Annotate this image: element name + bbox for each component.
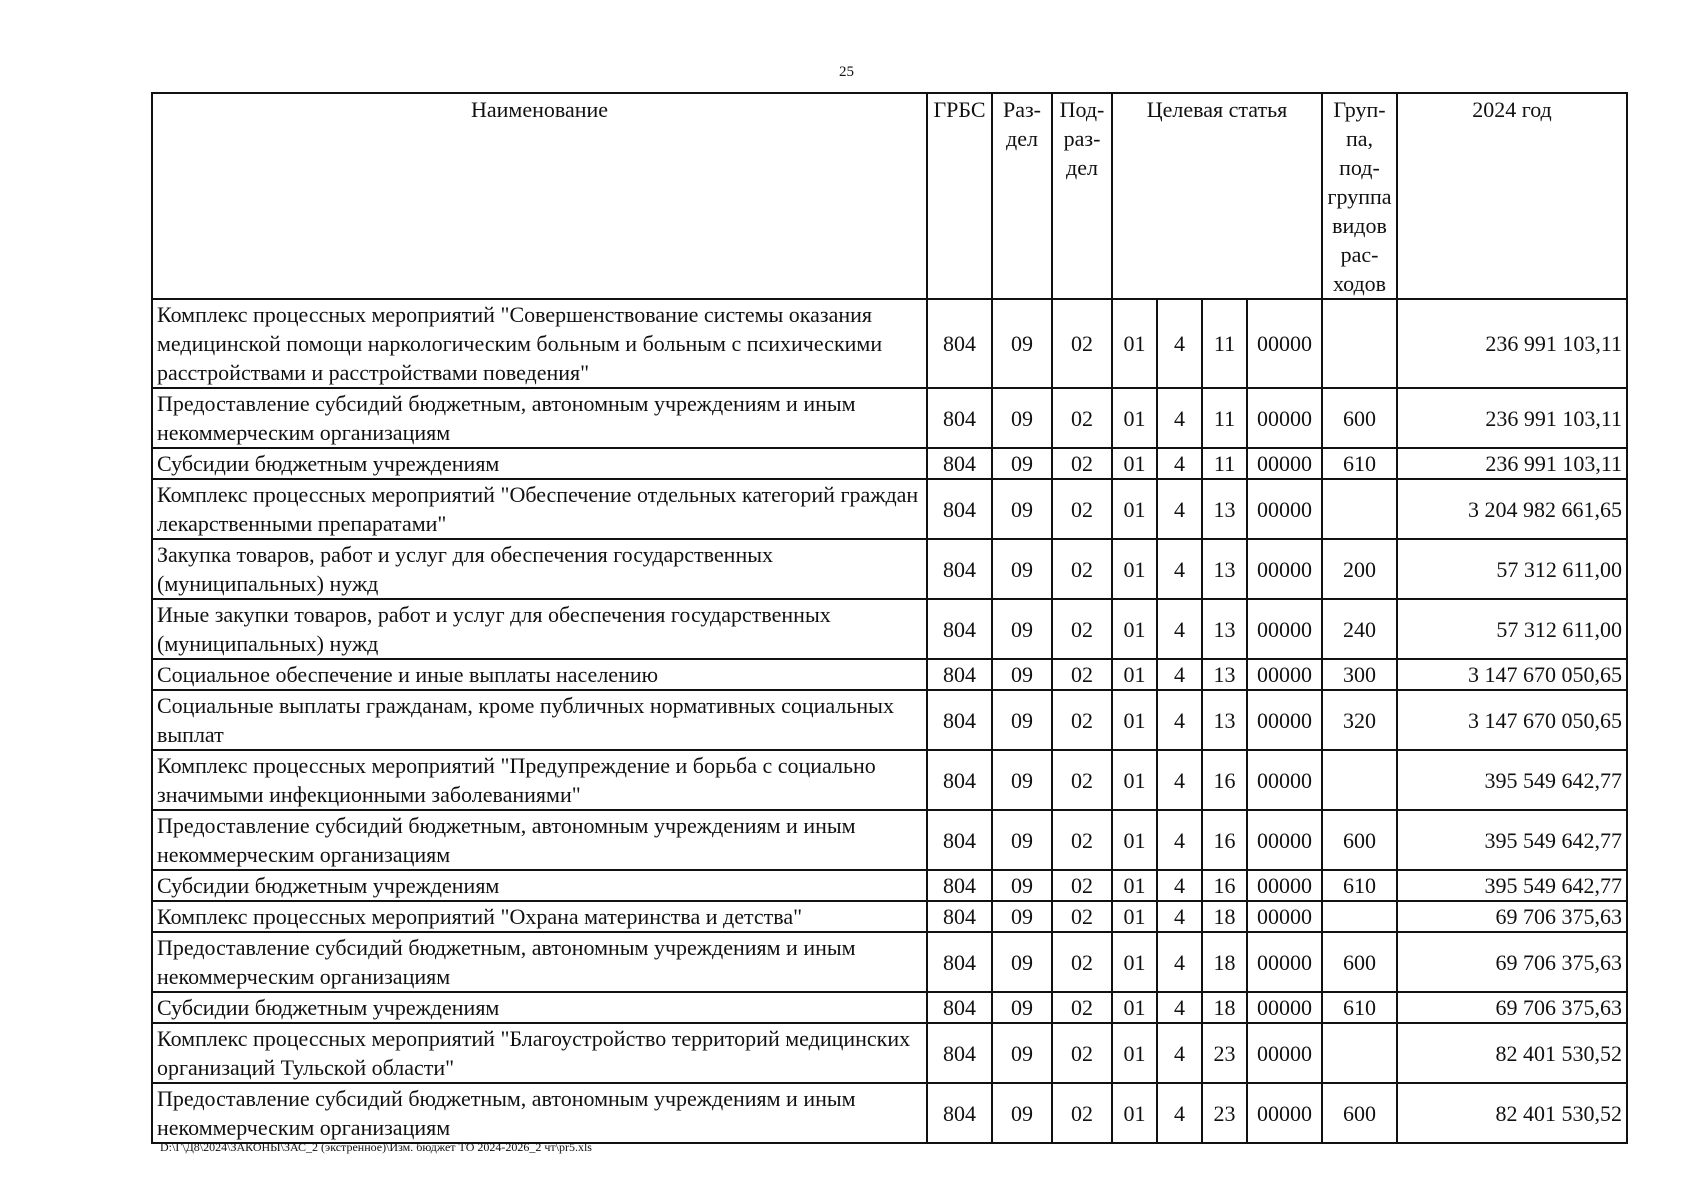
cell-target-program: 01 xyxy=(1112,299,1157,388)
cell-name: Субсидии бюджетным учреждениям xyxy=(152,870,927,901)
cell-amount-2024: 236 991 103,11 xyxy=(1397,299,1627,388)
cell-expense-group xyxy=(1322,750,1397,810)
cell-amount-2024: 57 312 611,00 xyxy=(1397,599,1627,659)
cell-grbs: 804 xyxy=(927,690,992,750)
cell-target-direction: 00000 xyxy=(1247,1083,1322,1143)
cell-subsection: 02 xyxy=(1052,992,1112,1023)
cell-amount-2024: 57 312 611,00 xyxy=(1397,539,1627,599)
cell-grbs: 804 xyxy=(927,810,992,870)
cell-name: Иные закупки товаров, работ и услуг для обеспечения государственных (муниципальных) нужд xyxy=(152,599,927,659)
cell-expense-group: 600 xyxy=(1322,810,1397,870)
table-row xyxy=(152,479,1627,539)
table-row xyxy=(152,810,1627,870)
table-row xyxy=(152,932,1627,992)
cell-target-type: 4 xyxy=(1157,448,1202,479)
cell-section: 09 xyxy=(992,901,1052,932)
cell-expense-group: 610 xyxy=(1322,870,1397,901)
cell-subsection: 02 xyxy=(1052,479,1112,539)
cell-target-complex: 11 xyxy=(1202,448,1247,479)
cell-target-type: 4 xyxy=(1157,901,1202,932)
cell-section: 09 xyxy=(992,388,1052,448)
cell-name: Предоставление субсидий бюджетным, автономным учреждениям и иным некоммерческим организациям xyxy=(152,1083,927,1143)
cell-amount-2024: 236 991 103,11 xyxy=(1397,388,1627,448)
cell-amount-2024: 3 147 670 050,65 xyxy=(1397,659,1627,690)
cell-target-program: 01 xyxy=(1112,932,1157,992)
cell-target-complex: 18 xyxy=(1202,932,1247,992)
cell-name: Субсидии бюджетным учреждениям xyxy=(152,448,927,479)
cell-target-direction: 00000 xyxy=(1247,992,1322,1023)
cell-target-program: 01 xyxy=(1112,448,1157,479)
cell-target-complex: 16 xyxy=(1202,870,1247,901)
cell-target-type: 4 xyxy=(1157,599,1202,659)
cell-target-program: 01 xyxy=(1112,690,1157,750)
cell-target-complex: 11 xyxy=(1202,299,1247,388)
table-body xyxy=(152,299,1627,1143)
cell-target-program: 01 xyxy=(1112,901,1157,932)
cell-target-type: 4 xyxy=(1157,1083,1202,1143)
cell-target-direction: 00000 xyxy=(1247,388,1322,448)
cell-target-direction: 00000 xyxy=(1247,448,1322,479)
table-row xyxy=(152,750,1627,810)
cell-subsection: 02 xyxy=(1052,539,1112,599)
cell-subsection: 02 xyxy=(1052,870,1112,901)
cell-target-program: 01 xyxy=(1112,992,1157,1023)
cell-target-type: 4 xyxy=(1157,870,1202,901)
cell-name: Субсидии бюджетным учреждениям xyxy=(152,992,927,1023)
table-row xyxy=(152,299,1627,388)
cell-amount-2024: 395 549 642,77 xyxy=(1397,870,1627,901)
cell-name: Предоставление субсидий бюджетным, автономным учреждениям и иным некоммерческим организациям xyxy=(152,810,927,870)
cell-section: 09 xyxy=(992,299,1052,388)
cell-target-program: 01 xyxy=(1112,659,1157,690)
cell-subsection: 02 xyxy=(1052,932,1112,992)
cell-target-complex: 13 xyxy=(1202,659,1247,690)
cell-expense-group: 320 xyxy=(1322,690,1397,750)
cell-target-direction: 00000 xyxy=(1247,690,1322,750)
cell-grbs: 804 xyxy=(927,479,992,539)
cell-amount-2024: 3 147 670 050,65 xyxy=(1397,690,1627,750)
cell-expense-group xyxy=(1322,1023,1397,1083)
table-row xyxy=(152,992,1627,1023)
cell-target-complex: 23 xyxy=(1202,1023,1247,1083)
cell-target-type: 4 xyxy=(1157,932,1202,992)
cell-section: 09 xyxy=(992,932,1052,992)
cell-subsection: 02 xyxy=(1052,901,1112,932)
cell-target-complex: 11 xyxy=(1202,388,1247,448)
header-group: Груп- па, под- группа видов рас- ходов xyxy=(1322,93,1397,299)
budget-table xyxy=(151,92,1628,1144)
header-target-article: Целевая статья xyxy=(1112,93,1322,299)
cell-subsection: 02 xyxy=(1052,388,1112,448)
cell-grbs: 804 xyxy=(927,750,992,810)
cell-amount-2024: 69 706 375,63 xyxy=(1397,901,1627,932)
cell-subsection: 02 xyxy=(1052,810,1112,870)
cell-target-direction: 00000 xyxy=(1247,659,1322,690)
table-row xyxy=(152,690,1627,750)
cell-grbs: 804 xyxy=(927,870,992,901)
cell-expense-group: 610 xyxy=(1322,448,1397,479)
cell-target-type: 4 xyxy=(1157,992,1202,1023)
cell-grbs: 804 xyxy=(927,992,992,1023)
table-header xyxy=(152,93,1627,299)
cell-expense-group xyxy=(1322,299,1397,388)
cell-amount-2024: 69 706 375,63 xyxy=(1397,992,1627,1023)
table-row xyxy=(152,539,1627,599)
table-row xyxy=(152,599,1627,659)
table-row xyxy=(152,448,1627,479)
table-row xyxy=(152,388,1627,448)
cell-grbs: 804 xyxy=(927,299,992,388)
table-row xyxy=(152,659,1627,690)
cell-target-complex: 16 xyxy=(1202,810,1247,870)
cell-target-program: 01 xyxy=(1112,479,1157,539)
cell-subsection: 02 xyxy=(1052,599,1112,659)
table-row xyxy=(152,901,1627,932)
cell-name: Закупка товаров, работ и услуг для обеспечения государственных (муниципальных) нужд xyxy=(152,539,927,599)
cell-subsection: 02 xyxy=(1052,659,1112,690)
cell-target-complex: 13 xyxy=(1202,539,1247,599)
cell-name: Комплекс процессных мероприятий "Предупреждение и борьба с социально значимыми инфекционными заболеваниями" xyxy=(152,750,927,810)
cell-subsection: 02 xyxy=(1052,1083,1112,1143)
cell-name: Предоставление субсидий бюджетным, автономным учреждениям и иным некоммерческим организациям xyxy=(152,388,927,448)
cell-amount-2024: 69 706 375,63 xyxy=(1397,932,1627,992)
cell-target-program: 01 xyxy=(1112,539,1157,599)
cell-expense-group xyxy=(1322,479,1397,539)
cell-amount-2024: 3 204 982 661,65 xyxy=(1397,479,1627,539)
page-number: 25 xyxy=(839,64,854,80)
cell-target-type: 4 xyxy=(1157,750,1202,810)
cell-grbs: 804 xyxy=(927,932,992,992)
cell-amount-2024: 82 401 530,52 xyxy=(1397,1083,1627,1143)
cell-name: Комплекс процессных мероприятий "Охрана материнства и детства" xyxy=(152,901,927,932)
cell-name: Комплекс процессных мероприятий "Совершенствование системы оказания медицинской помощи наркологическим больным и больным с психическими расстройствами и расстройствами поведения" xyxy=(152,299,927,388)
cell-subsection: 02 xyxy=(1052,448,1112,479)
cell-target-program: 01 xyxy=(1112,1023,1157,1083)
cell-target-direction: 00000 xyxy=(1247,750,1322,810)
cell-target-type: 4 xyxy=(1157,659,1202,690)
cell-section: 09 xyxy=(992,659,1052,690)
cell-amount-2024: 395 549 642,77 xyxy=(1397,750,1627,810)
cell-section: 09 xyxy=(992,1083,1052,1143)
cell-target-type: 4 xyxy=(1157,539,1202,599)
cell-target-type: 4 xyxy=(1157,388,1202,448)
cell-target-complex: 13 xyxy=(1202,479,1247,539)
cell-section: 09 xyxy=(992,479,1052,539)
cell-amount-2024: 236 991 103,11 xyxy=(1397,448,1627,479)
table-row xyxy=(152,1023,1627,1083)
table-row xyxy=(152,1083,1627,1143)
cell-name: Предоставление субсидий бюджетным, автономным учреждениям и иным некоммерческим организациям xyxy=(152,932,927,992)
cell-expense-group: 200 xyxy=(1322,539,1397,599)
cell-grbs: 804 xyxy=(927,1023,992,1083)
cell-grbs: 804 xyxy=(927,448,992,479)
cell-section: 09 xyxy=(992,870,1052,901)
table-row xyxy=(152,870,1627,901)
cell-subsection: 02 xyxy=(1052,750,1112,810)
cell-target-direction: 00000 xyxy=(1247,932,1322,992)
cell-target-direction: 00000 xyxy=(1247,810,1322,870)
cell-target-program: 01 xyxy=(1112,750,1157,810)
cell-target-direction: 00000 xyxy=(1247,901,1322,932)
cell-name: Социальные выплаты гражданам, кроме публичных нормативных социальных выплат xyxy=(152,690,927,750)
cell-target-program: 01 xyxy=(1112,599,1157,659)
cell-grbs: 804 xyxy=(927,599,992,659)
header-section: Раз- дел xyxy=(992,93,1052,299)
cell-target-program: 01 xyxy=(1112,870,1157,901)
cell-section: 09 xyxy=(992,810,1052,870)
cell-target-type: 4 xyxy=(1157,1023,1202,1083)
cell-grbs: 804 xyxy=(927,388,992,448)
cell-section: 09 xyxy=(992,599,1052,659)
cell-expense-group xyxy=(1322,901,1397,932)
header-name: Наименование xyxy=(152,93,927,299)
header-subsection: Под- раз- дел xyxy=(1052,93,1112,299)
cell-grbs: 804 xyxy=(927,539,992,599)
cell-target-type: 4 xyxy=(1157,690,1202,750)
cell-section: 09 xyxy=(992,750,1052,810)
cell-target-complex: 13 xyxy=(1202,690,1247,750)
cell-target-direction: 00000 xyxy=(1247,299,1322,388)
cell-target-type: 4 xyxy=(1157,810,1202,870)
header-grbs: ГРБС xyxy=(927,93,992,299)
cell-target-direction: 00000 xyxy=(1247,1023,1322,1083)
cell-grbs: 804 xyxy=(927,659,992,690)
cell-expense-group: 610 xyxy=(1322,992,1397,1023)
cell-target-program: 01 xyxy=(1112,810,1157,870)
cell-target-complex: 18 xyxy=(1202,992,1247,1023)
cell-target-program: 01 xyxy=(1112,1083,1157,1143)
cell-subsection: 02 xyxy=(1052,690,1112,750)
cell-expense-group: 600 xyxy=(1322,388,1397,448)
cell-name: Социальное обеспечение и иные выплаты населению xyxy=(152,659,927,690)
cell-expense-group: 600 xyxy=(1322,932,1397,992)
cell-name: Комплекс процессных мероприятий "Благоустройство территорий медицинских организаций Тульской области" xyxy=(152,1023,927,1083)
cell-section: 09 xyxy=(992,992,1052,1023)
cell-target-type: 4 xyxy=(1157,479,1202,539)
cell-target-direction: 00000 xyxy=(1247,479,1322,539)
cell-section: 09 xyxy=(992,448,1052,479)
cell-target-complex: 23 xyxy=(1202,1083,1247,1143)
cell-name: Комплекс процессных мероприятий "Обеспечение отдельных категорий граждан лекарственными препаратами" xyxy=(152,479,927,539)
cell-amount-2024: 395 549 642,77 xyxy=(1397,810,1627,870)
cell-target-type: 4 xyxy=(1157,299,1202,388)
cell-expense-group: 300 xyxy=(1322,659,1397,690)
cell-expense-group: 600 xyxy=(1322,1083,1397,1143)
header-year: 2024 год xyxy=(1397,93,1627,299)
cell-target-direction: 00000 xyxy=(1247,599,1322,659)
cell-target-complex: 13 xyxy=(1202,599,1247,659)
footer-file-path: D:\Г\Д8\2024\ЗАКОНЫ\ЗАС_2 (экстренное)\Изм. бюджет ТО 2024-2026_2 чт\pr5.xls xyxy=(160,1140,592,1154)
cell-subsection: 02 xyxy=(1052,1023,1112,1083)
cell-section: 09 xyxy=(992,539,1052,599)
cell-grbs: 804 xyxy=(927,1083,992,1143)
cell-subsection: 02 xyxy=(1052,299,1112,388)
cell-target-direction: 00000 xyxy=(1247,870,1322,901)
cell-expense-group: 240 xyxy=(1322,599,1397,659)
cell-amount-2024: 82 401 530,52 xyxy=(1397,1023,1627,1083)
cell-section: 09 xyxy=(992,690,1052,750)
cell-section: 09 xyxy=(992,1023,1052,1083)
cell-grbs: 804 xyxy=(927,901,992,932)
cell-target-program: 01 xyxy=(1112,388,1157,448)
cell-target-complex: 16 xyxy=(1202,750,1247,810)
cell-target-complex: 18 xyxy=(1202,901,1247,932)
cell-target-direction: 00000 xyxy=(1247,539,1322,599)
